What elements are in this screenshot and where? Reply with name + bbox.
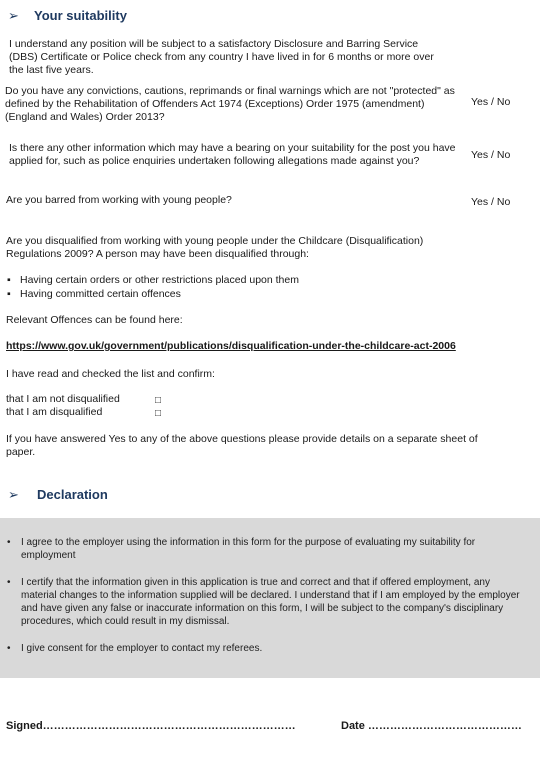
arrow-icon: ➢ <box>8 487 19 502</box>
list-item <box>7 274 299 287</box>
dbs-statement: I understand any position will be subject to a satisfactory Disclosure and Barring Service (DBS) Certificate or Police check from any country I have lived in for 6 months or more over the last five years. <box>9 38 434 76</box>
reason-text: Having certain orders or other restrictions placed upon them <box>20 274 299 286</box>
confirm-label: I have read and checked the list and confirm: <box>6 368 215 380</box>
answer-yes-no-convictions[interactable]: Yes / No <box>471 96 511 108</box>
question-barred: Are you barred from working with young people? <box>6 194 232 206</box>
answer-yes-no-other-information[interactable]: Yes / No <box>471 149 511 161</box>
declaration-item <box>7 642 527 655</box>
bullet-icon: ▪ <box>7 288 11 300</box>
details-instruction: If you have answered Yes to any of the above questions please provide details on a separate sheet of paper. <box>6 433 478 458</box>
declaration-item <box>7 576 527 628</box>
disqualification-link[interactable]: https://www.gov.uk/government/publications/disqualification-under-the-childcare-act-2006 <box>6 340 456 352</box>
declaration-text: I give consent for the employer to contact my referees. <box>21 643 263 654</box>
signature-field[interactable]: Signed…………………………………………………………… <box>6 720 296 732</box>
bullet-icon: • <box>7 643 11 654</box>
bullet-icon: • <box>7 577 11 588</box>
question-disqualified: Are you disqualified from working with young people under the Childcare (Disqualification) Regulations 2009? A person may have been disqualified through: <box>6 235 424 260</box>
bullet-icon: • <box>7 537 11 548</box>
relevant-offences-label: Relevant Offences can be found here: <box>6 314 183 326</box>
question-other-information: Is there any other information which may have a bearing on your suitability for the post you have applied for, such as police enquiries undertaken following allegations made against you? <box>9 142 456 167</box>
option-disqualified-label: that I am disqualified <box>6 406 103 418</box>
checkbox-disqualified[interactable]: □ <box>155 408 162 419</box>
answer-yes-no-barred[interactable]: Yes / No <box>471 196 511 208</box>
section-heading-suitability: Your suitability <box>34 8 127 23</box>
section-heading-declaration: Declaration <box>37 487 108 502</box>
option-not-disqualified-label: that I am not disqualified <box>6 393 120 405</box>
declaration-text: I agree to the employer using the information in this form for the purpose of evaluating my suitability for employment <box>21 537 476 561</box>
list-item <box>7 288 181 301</box>
question-convictions: Do you have any convictions, cautions, reprimands or final warnings which are not "protected" as defined by the Rehabilitation of Offenders Act 1974 (Exceptions) Order 1975 (amendment) (England and Wales) Order 2013? <box>5 85 455 123</box>
date-field[interactable]: Date …………………………………… <box>341 720 522 732</box>
declaration-item <box>7 536 527 562</box>
checkbox-not-disqualified[interactable]: □ <box>155 395 162 406</box>
declaration-text: I certify that the information given in this application is true and correct and that if offered employment, any material changes to the information supplied will be declared. I understand that if I am employed by the employer and have given any false or inaccurate information on this form, I will be subject to the company's disciplinary procedures, which could result in my dismissal. <box>21 577 520 627</box>
reason-text: Having committed certain offences <box>20 288 181 300</box>
bullet-icon: ▪ <box>7 274 11 286</box>
arrow-icon: ➢ <box>8 8 19 23</box>
